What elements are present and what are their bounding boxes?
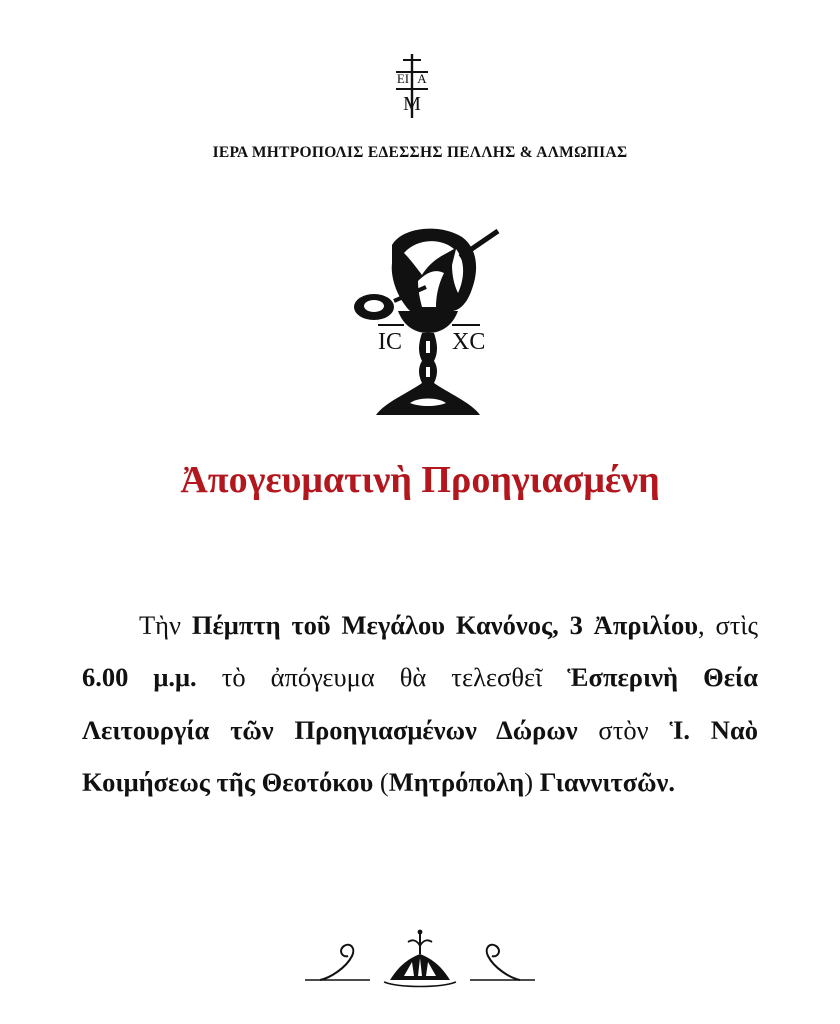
chalice-icon — [340, 215, 510, 420]
service-title: Ἀπογευματινὴ Προηγιασμένη — [180, 459, 660, 501]
svg-text:Α: Α — [417, 71, 427, 86]
diocese-name: ΙΕΡΑ ΜΗΤΡΟΠΟΛΙΣ ΕΔΕΣΣΗΣ ΠΕΛΛΗΣ & ΑΛΜΩΠΙΑΣ — [212, 144, 628, 161]
announcement-bold-segment: Ἑσπερινὴ Θεία Λειτουργία τῶν Προηγιασμένων Δώρων — [82, 662, 759, 745]
svg-text:ΕΙ: ΕΙ — [396, 71, 410, 86]
announcement-segment: ( — [373, 767, 389, 797]
announcement-segment: τὸ ἀπόγευμα θὰ τελεσθεῖ — [196, 662, 568, 692]
announcement-segment: Τὴν — [139, 609, 192, 640]
svg-text:Μ: Μ — [403, 93, 421, 115]
announcement-segment: στὸν — [577, 714, 670, 745]
announcement-bold-segment: Γιαννιτσῶν. — [539, 767, 676, 797]
announcement-segment: , στὶς — [697, 609, 759, 640]
chalice-ic-inscription: IC — [378, 329, 402, 355]
announcement-text — [82, 599, 758, 809]
announcement-bold-segment: Μητρόπολη — [388, 767, 525, 797]
flourish-ornament-icon — [300, 928, 540, 992]
announcement-bold-segment: 6.00 μ.μ. — [82, 662, 197, 692]
chalice-xc-inscription: XC — [452, 329, 486, 355]
cross-emblem-icon — [386, 52, 438, 120]
announcement-bold-segment: Ἱ. Ναὸ Κοιμήσεως τῆς Θεοτόκου — [82, 714, 758, 797]
announcement-bold-segment: Πέμπτη τοῦ Μεγάλου Κανόνος, 3 Ἀπριλίου — [191, 609, 698, 640]
announcement-segment: ) — [524, 767, 540, 797]
